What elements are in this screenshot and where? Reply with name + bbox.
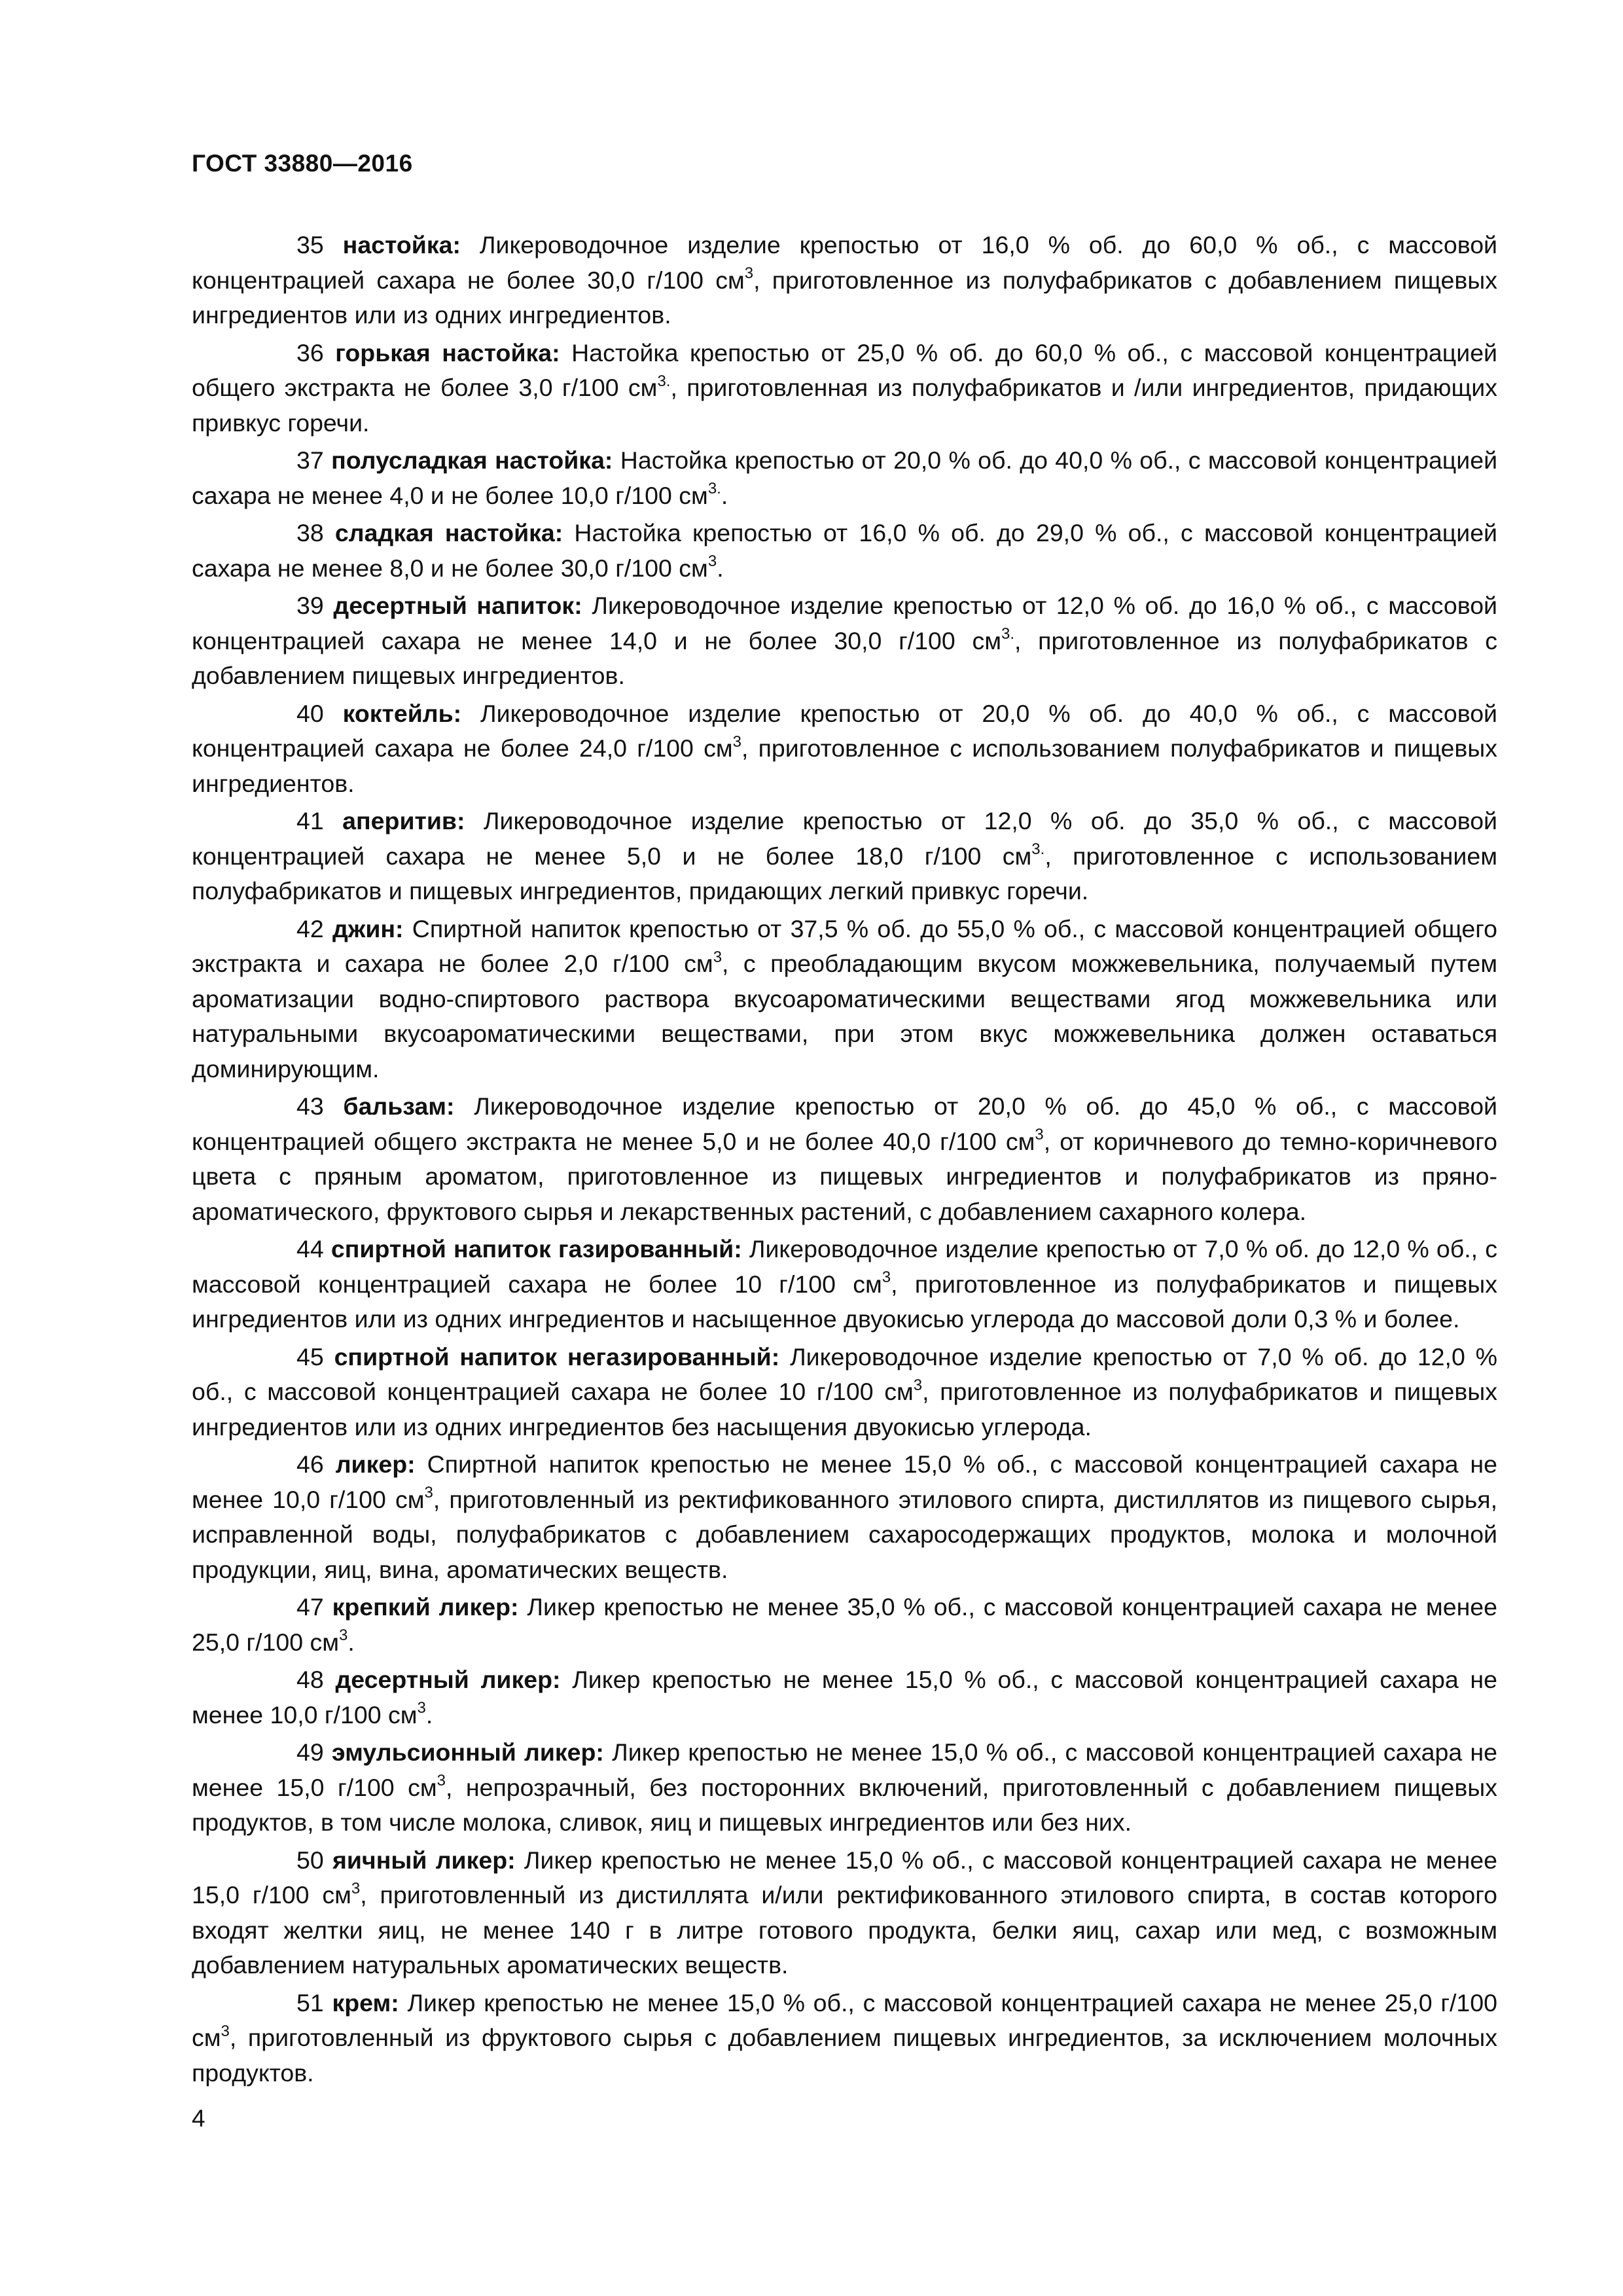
- term-paragraph: [192, 228, 1497, 333]
- term-superscript: 3: [707, 552, 717, 570]
- term-number: 47: [296, 1593, 324, 1621]
- term-title: бальзам:: [343, 1092, 455, 1120]
- term-body: Ликероводочное изделие крепостью от 12,0 % об. до 16,0 % об., с массовой концентрацией сахара не менее 14,0 и не более 30,0 г/100 см: [192, 592, 1498, 655]
- term-body: Ликер крепостью не менее 15,0 % об., с массовой концентрацией сахара не менее 15,0 г/100 см: [192, 1738, 1498, 1801]
- term-superscript: 3.: [1031, 840, 1045, 858]
- term-superscript: 3: [732, 732, 741, 751]
- term-paragraph: [192, 443, 1497, 513]
- term-paragraph: [192, 912, 1497, 1087]
- term-body: Ликероводочное изделие крепостью от 7,0 % об. до 12,0 % об., с массовой концентрацией сахара не более 10 г/100 см: [192, 1235, 1497, 1298]
- term-title: джин:: [332, 914, 404, 942]
- term-number: 48: [296, 1666, 324, 1693]
- term-body: Ликер крепостью не менее 15,0 % об., с массовой концентрацией сахара не менее 25,0 г/100 см: [192, 1988, 1497, 2051]
- term-body: Ликероводочное изделие крепостью от 20,0 % об. до 40,0 % об., с массовой концентрацией сахара не более 24,0 г/100 см: [192, 699, 1497, 762]
- term-paragraph: [192, 1662, 1497, 1732]
- term-body: Спиртной напиток крепостью не менее 15,0 % об., с массовой концентрацией сахара не менее 10,0 г/100 см: [192, 1450, 1497, 1513]
- term-number: 37: [296, 446, 324, 474]
- term-paragraph: [192, 1986, 1497, 2091]
- term-tail: , приготовленный из ректификованного этилового спирта, дистиллятов из пищевого сырья, исправленной воды, полуфабрикатов с добавлением сахаросодержащих продуктов, молока и молочной продукции, яиц, вина, ароматических веществ.: [192, 1485, 1497, 1583]
- term-tail: , приготовленная из полуфабрикатов и /или ингредиентов, придающих привкус горечи.: [192, 374, 1497, 437]
- term-paragraph: [192, 1447, 1497, 1587]
- term-superscript: 3: [437, 1772, 446, 1789]
- term-title: сладкая настойка:: [334, 519, 563, 547]
- term-body: Ликероводочное изделие крепостью от 16,0 % об. до 60,0 % об., с массовой концентрацией сахара не более 30,0 г/100 см: [192, 231, 1497, 294]
- term-title: коктейль:: [342, 699, 462, 727]
- term-tail: .: [721, 481, 728, 509]
- term-tail: .: [425, 1700, 433, 1729]
- term-tail: , приготовленное из полуфабрикатов и пищевых ингредиентов или из одних ингредиентов без насыщения двуокисью углерода.: [192, 1378, 1497, 1441]
- term-number: 36: [296, 338, 324, 367]
- term-title: эмульсионный ликер:: [331, 1738, 604, 1766]
- term-tail: , приготовленное из полуфабрикатов и пищевых ингредиентов или из одних ингредиентов и насыщенное двуокисью углерода до массовой доли 0,3 % и более.: [192, 1270, 1497, 1333]
- term-number: 35: [296, 231, 324, 259]
- term-paragraph: [192, 1232, 1497, 1337]
- term-paragraph: [192, 588, 1497, 694]
- document-header: ГОСТ 33880—2016: [192, 150, 413, 177]
- term-superscript: 3.: [1001, 625, 1015, 643]
- terms-list: [192, 228, 1497, 2093]
- term-paragraph: [192, 804, 1497, 909]
- term-superscript: 3: [339, 1626, 348, 1644]
- term-body: Спиртной напиток крепостью от 37,5 % об. до 55,0 % об., с массовой концентрацией общего экстракта и сахара не более 2,0 г/100 см: [192, 914, 1497, 977]
- term-tail: .: [717, 554, 724, 582]
- term-tail: , приготовленное из полуфабрикатов с добавлением пищевых ингредиентов или из одних ингредиентов.: [192, 266, 1497, 329]
- term-superscript: 3: [424, 1484, 433, 1501]
- term-tail: , приготовленное с использованием полуфабрикатов и пищевых ингредиентов, придающих легкий привкус горечи.: [192, 842, 1497, 905]
- term-tail: , приготовленное из полуфабрикатов с добавлением пищевых ингредиентов.: [192, 626, 1497, 689]
- term-superscript: 3.: [657, 372, 671, 390]
- term-superscript: 3: [221, 2022, 230, 2040]
- term-title: десертный ликер:: [335, 1666, 561, 1693]
- term-body: Настойка крепостью от 20,0 % об. до 40,0 % об., с массовой концентрацией сахара не менее 4,0 и не более 10,0 г/100 см: [192, 446, 1498, 509]
- term-tail: , приготовленный из дистиллята и/или ректификованного этилового спирта, в состав которого входят желтки яиц, не менее 140 г в литре готового продукта, белки яиц, сахар или мед, с возможным добавлением натуральных ароматических веществ.: [192, 1881, 1497, 1979]
- term-superscript: 3: [913, 1376, 923, 1394]
- term-number: 38: [296, 519, 324, 547]
- term-tail: , непрозрачный, без посторонних включений, приготовленный с добавлением пищевых продуктов, в том числе молока, сливок, яиц и пищевых ингредиентов или без них.: [192, 1773, 1497, 1836]
- term-body: Ликероводочное изделие крепостью от 12,0 % об. до 35,0 % об., с массовой концентрацией сахара не менее 5,0 и не более 18,0 г/100 см: [192, 807, 1497, 870]
- term-title: крепкий ликер:: [332, 1593, 519, 1621]
- term-number: 39: [296, 592, 324, 619]
- term-title: десертный напиток:: [333, 592, 582, 619]
- term-tail: , приготовленное с использованием полуфабрикатов и пищевых ингредиентов.: [192, 734, 1497, 797]
- term-superscript: 3.: [707, 480, 721, 497]
- term-paragraph: [192, 1340, 1497, 1445]
- term-superscript: 3: [713, 948, 722, 966]
- term-superscript: 3: [351, 1879, 361, 1897]
- term-body: Ликер крепостью не менее 15,0 % об., с массовой концентрацией сахара не менее 10,0 г/100 см: [192, 1666, 1497, 1729]
- term-number: 45: [296, 1342, 324, 1371]
- term-paragraph: [192, 1735, 1497, 1840]
- term-number: 50: [296, 1846, 324, 1874]
- term-number: 44: [296, 1235, 324, 1263]
- term-title: полусладкая настойка:: [331, 446, 613, 474]
- term-number: 51: [296, 1988, 324, 2017]
- term-tail: .: [348, 1628, 355, 1656]
- term-paragraph: [192, 1089, 1497, 1229]
- term-paragraph: [192, 1590, 1497, 1660]
- term-body: Настойка крепостью от 25,0 % об. до 60,0 % об., с массовой концентрацией общего экстракта не более 3,0 г/100 см: [192, 338, 1497, 401]
- term-body: Настойка крепостью от 16,0 % об. до 29,0 % об., с массовой концентрацией сахара не менее 8,0 и не более 30,0 г/100 см: [192, 519, 1497, 582]
- term-number: 40: [296, 699, 324, 727]
- term-superscript: 3: [744, 264, 754, 282]
- term-number: 41: [296, 807, 324, 834]
- term-superscript: 3: [1035, 1126, 1044, 1143]
- term-paragraph: [192, 516, 1497, 586]
- term-tail: , приготовленный из фруктового сырья с добавлением пищевых ингредиентов, за исключением молочных продуктов.: [192, 2024, 1497, 2087]
- term-number: 42: [296, 914, 324, 942]
- term-paragraph: [192, 696, 1497, 802]
- term-body: Ликер крепостью не менее 35,0 % об., с массовой концентрацией сахара не менее 25,0 г/100 см: [192, 1593, 1497, 1656]
- term-title: горькая настойка:: [335, 338, 560, 367]
- term-superscript: 3: [417, 1699, 426, 1717]
- term-body: Ликероводочное изделие крепостью от 7,0 % об. до 12,0 % об., с массовой концентрацией сахара не более 10 г/100 см: [192, 1342, 1497, 1405]
- term-title: крем:: [332, 1988, 399, 2017]
- term-body: Ликер крепостью не менее 15,0 % об., с массовой концентрацией сахара не менее 15,0 г/100 см: [192, 1846, 1497, 1909]
- page-number: 4: [192, 2105, 205, 2132]
- term-title: ликер:: [335, 1450, 416, 1478]
- term-paragraph: [192, 336, 1497, 441]
- term-title: спиртной напиток газированный:: [330, 1235, 742, 1263]
- term-title: аперитив:: [342, 807, 465, 834]
- term-tail: , с преобладающим вкусом можжевельника, получаемый путем ароматизации водно-спиртового раствора вкусоароматическими веществами ягод можжевельника или натуральными вкусоароматическими веществами, при этом вкус можжевельника должен оставаться доминирующим.: [192, 950, 1497, 1083]
- term-tail: , от коричневого до темно-коричневого цвета с пряным ароматом, приготовленное из пищевых ингредиентов и полуфабрикатов из пряно-ароматического, фруктового сырья и лекарственных растений, с добавлением сахарного колера.: [192, 1127, 1497, 1225]
- term-number: 46: [296, 1450, 324, 1478]
- term-paragraph: [192, 1843, 1497, 1983]
- term-superscript: 3: [882, 1268, 891, 1286]
- term-number: 43: [296, 1092, 324, 1120]
- term-title: настойка:: [342, 231, 461, 259]
- term-title: спиртной напиток негазированный:: [334, 1342, 780, 1371]
- term-number: 49: [296, 1738, 324, 1766]
- term-title: яичный ликер:: [332, 1846, 516, 1874]
- term-body: Ликероводочное изделие крепостью от 20,0 % об. до 45,0 % об., с массовой концентрацией общего экстракта не менее 5,0 и не более 40,0 г/100 см: [192, 1092, 1498, 1155]
